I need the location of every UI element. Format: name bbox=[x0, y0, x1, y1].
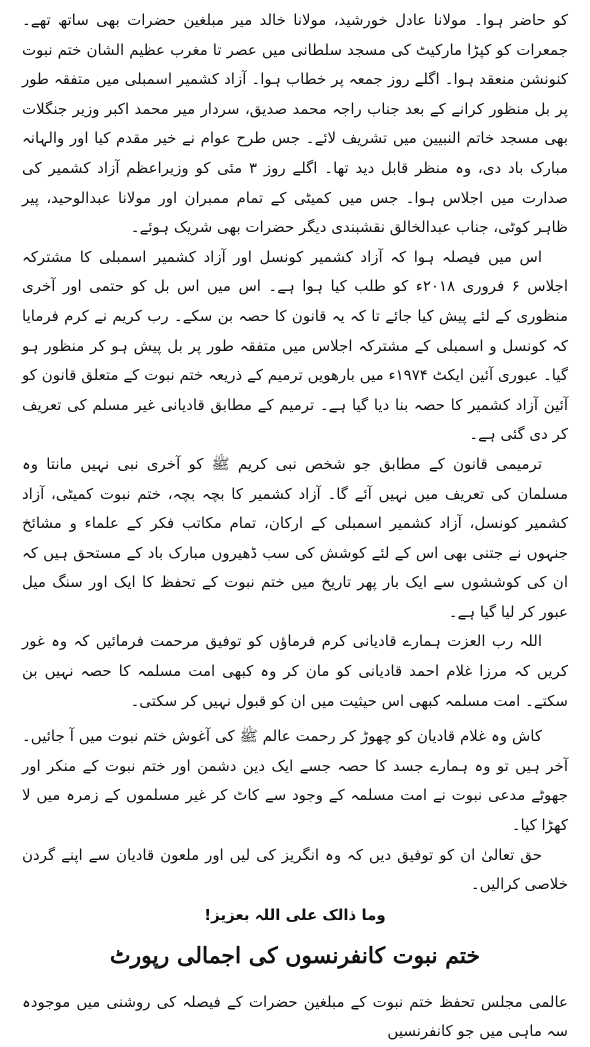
closing-line: وما ذالک علی اللہ بعزیز! bbox=[204, 905, 386, 924]
paragraph-5: کاش وہ غلام قادیان کو چھوڑ کر رحمت عالم ﷺ کی آغوش ختم نبوت میں آ جائیں۔ آخر ہیں تو وہ ہمارے جسد کا حصہ جسے ایک دین دشمن اور ختم نبوت کے منکر اور جھوٹے مدعی نبوت نے امت مسلمہ کے وجود سے کاٹ کر غیر مسلموں کے زمرہ میں لا کھڑا کیا۔ bbox=[22, 727, 568, 835]
section-intro: عالمی مجلس تحفظ ختم نبوت کے مبلغین حضرات کے فیصلہ کی روشنی میں موجودہ سہ ماہی میں جو کانفرنسیں bbox=[22, 992, 568, 1041]
paragraph-6: حق تعالیٰ ان کو توفیق دیں کہ وہ انگریز کی لیں اور ملعون قادیان سے اپنے گردن خلاصی کرالیں۔ bbox=[22, 845, 568, 894]
paragraph-2: اس میں فیصلہ ہوا کہ آزاد کشمیر کونسل اور آزاد کشمیر اسمبلی کا مشترکہ اجلاس ۶ فروری ۲۰۱۸ء کو طلب کیا ہوا ہے۔ اس میں اس بل کو حتمی اور آخری منظوری کے لئے پیش کیا جائے تا کہ یہ قانون کا حصہ بن سکے۔ رب کریم نے کرم فرمایا کہ کونسل و اسمبلی کے مشترکہ اجلاس میں متفقہ طور پر بل پیش ہو کر منظور ہو گیا۔ عبوری آئین ایکٹ ۱۹۷۴ء میں بارھویں ترمیم کے ذریعہ ختم نبوت کے متعلق قانون کو آئین آزاد کشمیر کا حصہ بنا دیا گیا ہے۔ ترمیم کے مطابق قادیانی غیر مسلم کی تعریف کر دی گئی ہے۔ bbox=[22, 247, 569, 444]
document-page bbox=[22, 6, 569, 1041]
section-heading: ختم نبوت کانفرنسوں کی اجمالی رپورٹ bbox=[109, 942, 481, 969]
paragraph-1: کو حاضر ہوا۔ مولانا عادل خورشید، مولانا خالد میر مبلغین حضرات بھی ساتھ تھے۔ جمعرات کو کپڑا مارکیٹ کی مسجد سلطانی میں عصر تا مغرب عظیم الشان ختم نبوت کنونشن منعقد ہوا۔ اگلے روز جمعہ پر خطاب ہوا۔ آزاد کشمیر اسمبلی میں متفقہ طور پر بل منظور کرانے کے بعد جناب راجہ محمد صدیق، سردار میر محمد اکبر وزیر جنگلات بھی مسجد خاتم النبیین میں تشریف لائے۔ جس طرح عوام نے خیر مقدم کیا اور والہانہ مبارک باد دی، وہ منظر قابل دید تھا۔ اگلے روز ۳ مئی کو وزیراعظم آزاد کشمیر کی صدارت میں اجلاس ہوا۔ جس میں کمیٹی کے تمام ممبران اور مولانا عبدالوحید، پیر ظاہر کوٹی، جناب عبدالخالق نقشبندی دیگر حضرات بھی شریک ہوئے۔ bbox=[22, 11, 568, 237]
paragraph-3: ترمیمی قانون کے مطابق جو شخص نبی کریم ﷺ کو آخری نبی نہیں مانتا وہ مسلمان کی تعریف میں نہیں آئے گا۔ آزاد کشمیر کا بچہ بچہ، ختم نبوت کمیٹی، آزاد کشمیر کونسل، آزاد کشمیر اسمبلی کے ارکان، تمام مکاتب فکر کے علماء و مشائخ جنہوں نے جتنی بھی اس کے لئے کوشش کی سب ڈھیروں مبارک باد کے مستحق ہیں کہ ان کی کوششوں سے ایک بار پھر تاریخ میں ختم نبوت کے تحفظ کا ایک اور سنگ میل عبور کر لیا گیا ہے۔ bbox=[22, 454, 568, 621]
paragraph-4: اللہ رب العزت ہمارے قادیانی کرم فرماؤں کو توفیق مرحمت فرمائیں کہ وہ غور کریں کہ مرزا غلام احمد قادیانی کو مان کر وہ کبھی امت مسلمہ کا حصہ نہیں بن سکتے۔ امت مسلمہ کبھی اس حیثیت میں ان کو قبول نہیں کر سکتی۔ bbox=[22, 632, 568, 710]
